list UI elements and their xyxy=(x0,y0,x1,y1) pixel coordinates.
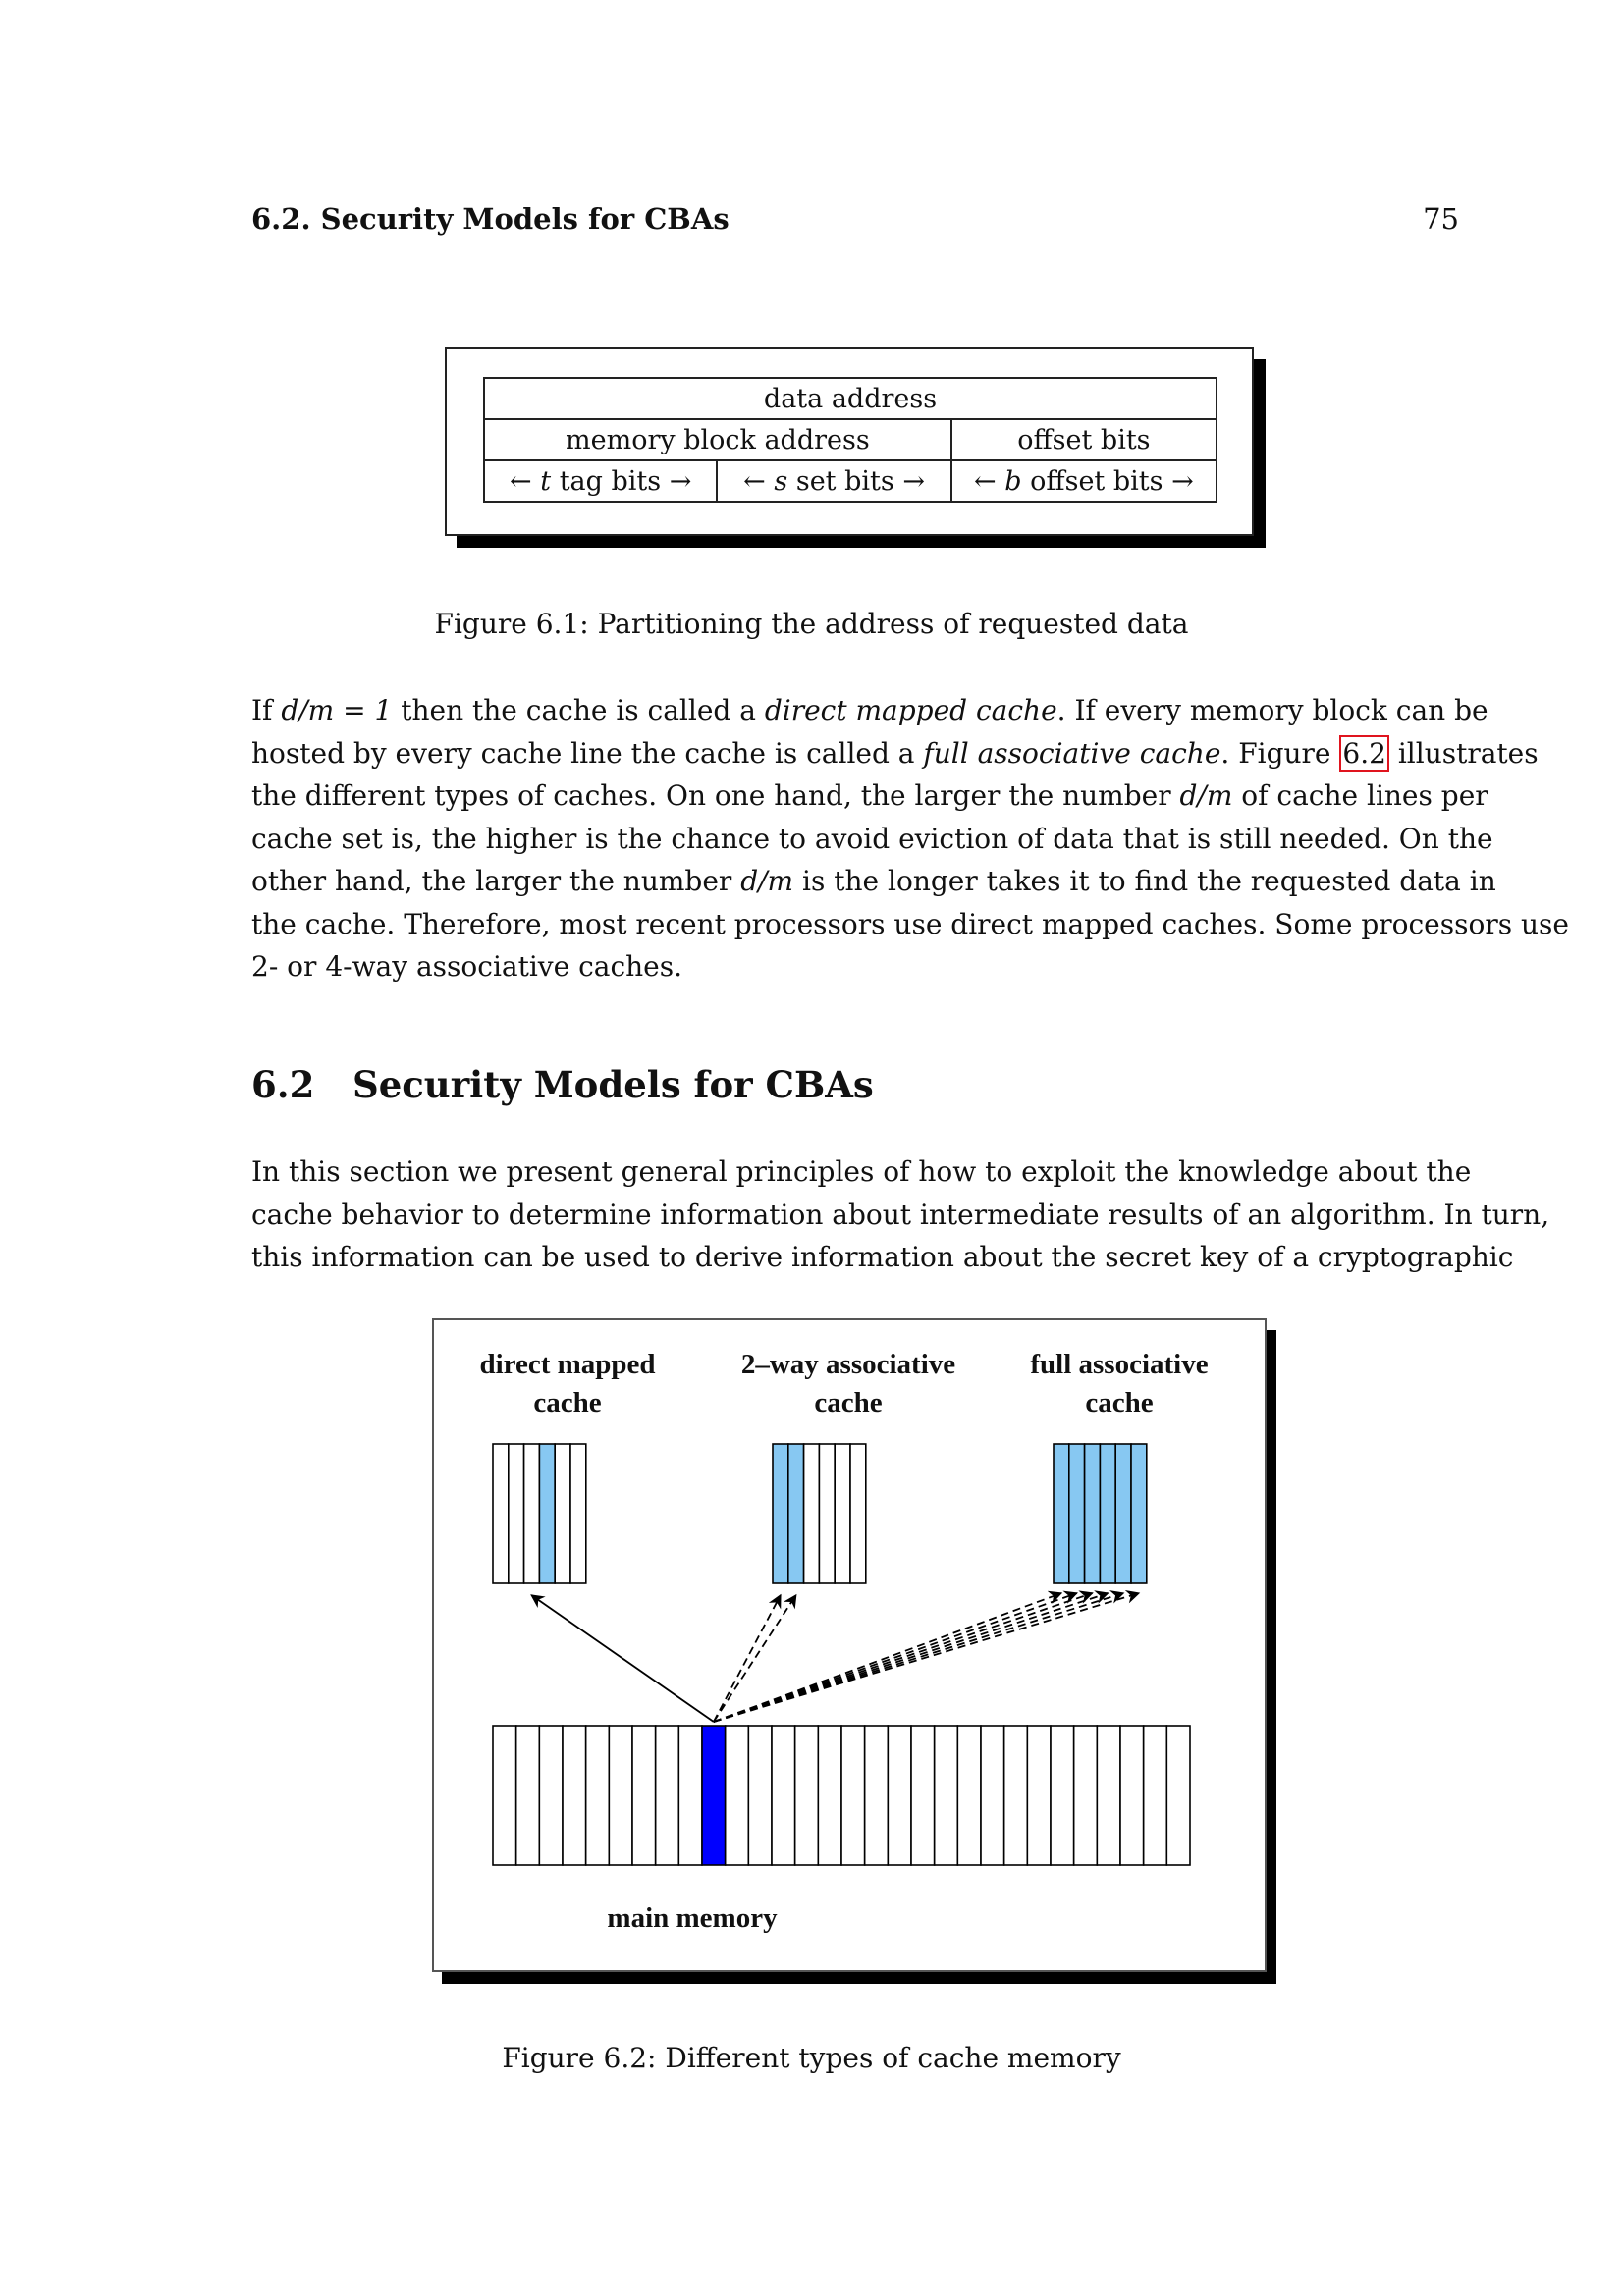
tag-bits-cell xyxy=(484,460,717,502)
full-cache-line xyxy=(1054,1444,1069,1583)
right-arrow-icon: → xyxy=(1171,465,1194,497)
tag-var: t xyxy=(540,465,552,497)
math-d-over-m: d/m xyxy=(740,865,794,897)
full-cache-line xyxy=(1100,1444,1115,1583)
twoway-cache-line xyxy=(835,1444,850,1583)
memory-block xyxy=(586,1726,610,1865)
full-cache-line xyxy=(1085,1444,1101,1583)
figure-6-1-caption: Figure 6.1: Partitioning the address of requested data xyxy=(434,608,1189,640)
right-arrow-icon: → xyxy=(669,465,692,497)
full-cache-line xyxy=(1131,1444,1147,1583)
b-offset-bits-cell xyxy=(951,460,1217,502)
set-bits-label: set bits xyxy=(795,465,894,497)
label-full-associative-cache: cache xyxy=(1085,1387,1154,1418)
memory-block xyxy=(678,1726,702,1865)
direct-cache-line xyxy=(493,1444,509,1583)
text-line: cache set is, the higher is the chance to avoid eviction of data that is still needed. On the xyxy=(251,822,1493,855)
running-header xyxy=(251,200,1459,240)
offset-var: b xyxy=(1004,465,1022,497)
memory-block xyxy=(726,1726,749,1865)
term-direct-mapped-cache: direct mapped cache xyxy=(764,694,1057,726)
cache-types-diagram xyxy=(432,1318,1263,1968)
memory-block xyxy=(516,1726,540,1865)
memory-block xyxy=(957,1726,981,1865)
text-line: the cache. Therefore, most recent processors use direct mapped caches. Some processors use xyxy=(251,907,1569,940)
direct-mapped-cache xyxy=(493,1444,586,1583)
section-title: Security Models for CBAs xyxy=(352,1063,874,1106)
direct-cache-line xyxy=(570,1444,586,1583)
memory-block xyxy=(1074,1726,1098,1865)
direct-cache-line xyxy=(524,1444,540,1583)
twoway-cache-line xyxy=(788,1444,804,1583)
left-arrow-icon: ← xyxy=(510,465,532,497)
direct-cache-line xyxy=(539,1444,555,1583)
figure-6-2-link[interactable]: 6.2 xyxy=(1339,735,1389,772)
twoway-mapping-arrow xyxy=(714,1595,796,1722)
set-bits-cell xyxy=(717,460,950,502)
twoway-mapping-arrow xyxy=(714,1595,781,1722)
label-full-associative: full associative xyxy=(1030,1349,1209,1380)
label-2way-associative: 2–way associative xyxy=(740,1349,956,1380)
memory-block xyxy=(1120,1726,1144,1865)
left-arrow-icon: ← xyxy=(974,465,997,497)
header-section-title: 6.2. Security Models for CBAs xyxy=(251,202,730,236)
memory-block xyxy=(888,1726,911,1865)
direct-cache-line xyxy=(555,1444,570,1583)
offset-bits-cell: offset bits xyxy=(951,419,1217,460)
memory-block xyxy=(772,1726,795,1865)
memory-block xyxy=(841,1726,865,1865)
memory-block xyxy=(865,1726,889,1865)
paragraph-security-models xyxy=(251,1150,1550,1279)
twoway-cache-line xyxy=(773,1444,788,1583)
twoway-cache-line xyxy=(819,1444,835,1583)
full-cache-line xyxy=(1115,1444,1131,1583)
label-direct-mapped: direct mapped xyxy=(479,1349,656,1380)
memory-block xyxy=(795,1726,819,1865)
paragraph-cache-types xyxy=(251,689,1569,988)
text-line: the different types of caches. On one hand, the larger the number d/m of cache lines per xyxy=(251,779,1488,812)
left-arrow-icon: ← xyxy=(743,465,766,497)
memory-block xyxy=(1097,1726,1120,1865)
memory-block xyxy=(1051,1726,1074,1865)
text-line: other hand, the larger the number d/m is the longer takes it to find the requested data in xyxy=(251,865,1496,897)
math-d-over-m: d/m xyxy=(1179,779,1233,812)
memory-block xyxy=(539,1726,563,1865)
memory-block xyxy=(632,1726,656,1865)
right-arrow-icon: → xyxy=(902,465,925,497)
term-full-associative-cache: full associative cache xyxy=(923,736,1221,770)
page-number: 75 xyxy=(1423,202,1459,236)
twoway-cache-line xyxy=(850,1444,866,1583)
section-heading xyxy=(251,1063,874,1106)
section-number: 6.2 xyxy=(251,1063,315,1106)
text-line: In this section we present general principles of how to exploit the knowledge about the xyxy=(251,1155,1472,1188)
memory-block xyxy=(563,1726,586,1865)
math-d-over-m-eq-1: d/m = 1 xyxy=(281,694,393,726)
tag-bits-label: tag bits xyxy=(559,465,662,497)
text-line: this information can be used to derive information about the secret key of a cryptographic xyxy=(251,1241,1514,1273)
offset-bits-label: offset bits xyxy=(1030,465,1163,497)
label-main-memory: main memory xyxy=(607,1902,778,1934)
address-partition-table xyxy=(483,377,1217,503)
text-line: cache behavior to determine information about intermediate results of an algorithm. In turn, xyxy=(251,1198,1550,1231)
full-mapping-arrow xyxy=(714,1593,1108,1722)
memory-block xyxy=(656,1726,679,1865)
set-var: s xyxy=(774,465,788,497)
memory-block xyxy=(493,1726,516,1865)
memory-block xyxy=(1004,1726,1028,1865)
text-line: 2- or 4-way associative caches. xyxy=(251,950,683,983)
memory-block xyxy=(609,1726,632,1865)
memory-block xyxy=(818,1726,841,1865)
mapping-arrows xyxy=(531,1593,1139,1722)
full-mapping-arrow xyxy=(714,1593,1093,1722)
label-direct-mapped-cache: cache xyxy=(533,1387,602,1418)
memory-block-highlighted xyxy=(702,1726,726,1865)
main-memory-blocks xyxy=(493,1726,1190,1865)
memory-block xyxy=(981,1726,1004,1865)
label-2way-associative-cache: cache xyxy=(814,1387,883,1418)
memory-block xyxy=(911,1726,935,1865)
figure-6-2-caption: Figure 6.2: Different types of cache memory xyxy=(502,2042,1121,2074)
text-line: If d/m = 1 then the cache is called a direct mapped cache. If every memory block can be xyxy=(251,694,1488,726)
memory-block xyxy=(935,1726,958,1865)
twoway-cache-line xyxy=(804,1444,820,1583)
memory-block xyxy=(1166,1726,1190,1865)
text-line: hosted by every cache line the cache is called a full associative cache. Figure 6.2 illustrates xyxy=(251,736,1539,770)
full-associative-cache xyxy=(1054,1444,1147,1583)
direct-mapping-arrow xyxy=(531,1595,714,1722)
full-cache-line xyxy=(1069,1444,1085,1583)
memory-block-address-cell: memory block address xyxy=(484,419,951,460)
memory-block xyxy=(1144,1726,1167,1865)
memory-block xyxy=(748,1726,772,1865)
full-mapping-arrow xyxy=(714,1593,1139,1722)
data-address-cell: data address xyxy=(484,378,1217,419)
direct-cache-line xyxy=(509,1444,524,1583)
memory-block xyxy=(1027,1726,1051,1865)
two-way-associative-cache xyxy=(773,1444,866,1583)
